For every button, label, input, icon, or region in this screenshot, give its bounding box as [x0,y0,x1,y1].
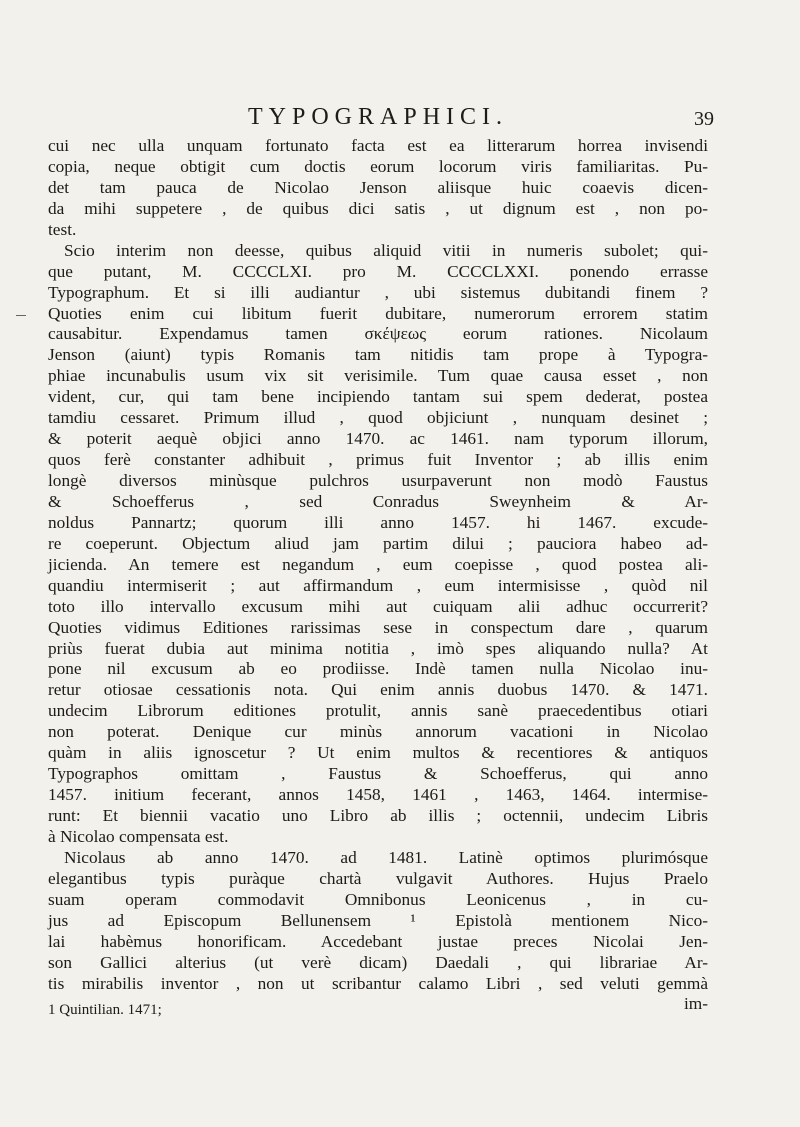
text-line: vident, cur, qui tam bene incipiendo tantam sui spem dederat, postea [48,387,708,407]
text-line: tis mirabilis inventor , non ut scribantur calamo Libri , sed veluti gemmà [48,973,708,993]
text-line: undecim Librorum editiones protulit, annis sanè praecedentibus otiari [48,701,708,721]
text-line: quos ferè constanter adhibuit , primus fuit Inventor ; ab illis enim [48,450,708,470]
text-line: & Schoefferus , sed Conradus Sweynheim & Ar- [48,491,708,511]
page-number: 39 [694,108,714,130]
text-line: que putant, M. CCCCLXI. pro M. CCCCLXXI. ponendo errasse [48,261,708,281]
text-line: runt: Et biennii vacatio uno Libro ab illis ; octennii, undecim Libris [48,806,708,825]
text-line: causabitur. Expendamus tamen σκέψεως eorum rationes. Nicolaum [48,324,708,344]
text-line: Typographos omittam , Faustus & Schoefferus, qui anno [48,764,708,784]
text-line: 1457. initium fecerant, annos 1458, 1461 , 1463, 1464. intermise- [48,785,708,805]
text-line: suam operam commodavit Omnibonus Leonicenus , in cu- [48,889,708,909]
text-line: toto illo intervallo excusum mihi aut cuiquam alii adhuc occurrerit? [48,596,708,616]
text-line: longè diversos minùsque pulchros usurpaverunt non modò Faustus [48,471,708,490]
text-line: Quoties vidimus Editiones rarissimas sese in conspectum dare , quarum [48,617,708,637]
text-line: tamdiu cessaret. Primum illud , quod objiciunt , nunquam desinet ; [48,408,708,428]
text-line: re coeperunt. Objectum aliud jam partim dilui ; pauciora habeo ad- [48,533,708,553]
text-line: quandiu intermiserit ; aut affirmandum , eum intermisisse , quòd nil [48,575,708,595]
text-line: Scio interim non deesse, quibus aliquid vitii in numeris subolet; qui- [64,240,708,260]
text-line: test. [48,219,77,239]
text-line: Jenson (aiunt) typis Romanis tam nitidis tam prope à Typogra- [48,345,708,365]
text-line: Quoties enim cui libitum fuerit dubitare, numerorum errorem statim [48,303,708,323]
text-line: cui nec ulla unquam fortunato facta est ea litterarum horrea invisendi [48,136,708,155]
text-line: jicienda. An temere est negandum , eum coepisse , quod postea ali- [48,554,708,574]
text-line: & poterit aequè objici anno 1470. ac 1461. nam typorum illorum, [48,429,708,449]
text-line: à Nicolao compensata est. [48,826,229,846]
footnote: 1 Quintilian. 1471; [48,1002,162,1018]
catchword: im- [684,994,708,1014]
running-head: TYPOGRAPHICI. [248,104,509,130]
text-line: quàm in aliis ignoscetur ? Ut enim multos & recentiores & antiquos [48,743,708,763]
text-line: lai habèmus honorificam. Accedebant justae preces Nicolai Jen- [48,931,708,951]
text-line: elegantibus typis puràque chartà vulgavit Authores. Hujus Praelo [48,868,708,888]
text-line: priùs fuerat dubia aut minima notitia , imò spes aliquando nulla? At [48,638,708,658]
text-line: copia, neque obtigit cum doctis eorum locorum viris familiaritas. Pu- [48,156,708,176]
text-line: noldus Pannartz; quorum illi anno 1457. hi 1467. excude- [48,512,708,532]
text-line: son Gallici alterius (ut verè dicam) Daedali , qui librariae Ar- [48,952,708,972]
text-line: det tam pauca de Nicolao Jenson aliisque huic coaevis dicen- [48,177,708,197]
text-line: Typographum. Et si illi audiantur , ubi sistemus dubitandi finem ? [48,282,708,302]
text-line: pone nil excusum ab eo prodiisse. Indè tamen nulla Nicolao inu- [48,659,708,679]
body-text [48,136,708,1015]
text-line: da mihi suppetere , de quibus dici satis , ut dignum est , non po- [48,198,708,218]
text-line: phiae incunabulis usum vix sit verisimile. Tum quae causa esset , non [48,366,708,386]
text-line: retur otiosae cessationis nota. Qui enim annis duobus 1470. & 1471. [48,680,708,700]
text-line: non poterat. Denique cur minùs annorum vacationi in Nicolao [48,722,708,742]
text-line: Nicolaus ab anno 1470. ad 1481. Latinè optimos plurimósque [64,847,708,867]
text-line: jus ad Episcopum Bellunensem ¹ Epistolà mentionem Nico- [48,910,708,930]
margin-mark [16,315,26,316]
